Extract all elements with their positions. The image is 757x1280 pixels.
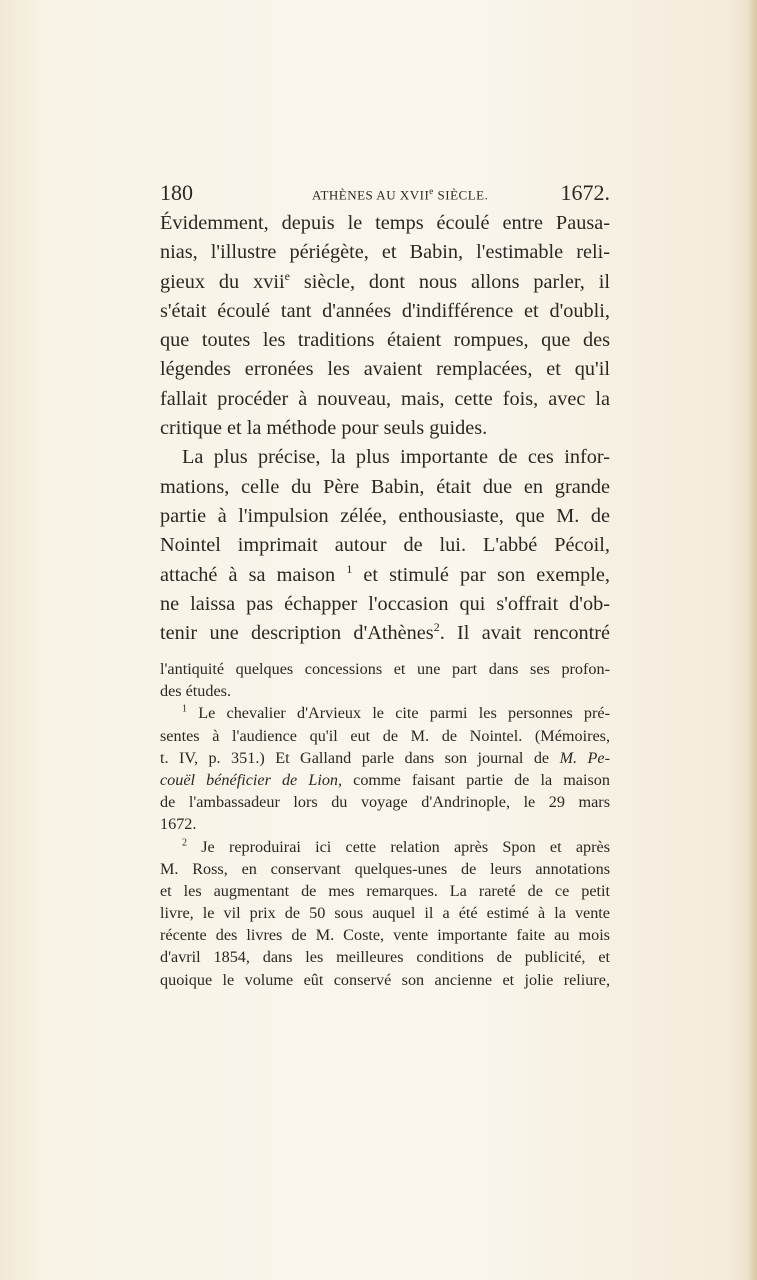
- footnote-line: des études.: [160, 682, 232, 701]
- body-line: tenir une description d'Athènes$^2$. Il avait rencontré: [160, 620, 610, 645]
- footnote-line: de l'ambassadeur lors du voyage d'Andrinople, le 29 mars: [160, 793, 610, 812]
- body-line: Nointel imprimait autour de lui. L'abbé Pécoil,: [160, 534, 610, 557]
- page-number: 180: [160, 180, 193, 205]
- body-line: La plus précise, la plus importante de ces infor-: [182, 446, 610, 469]
- body-line: s'était écoulé tant d'années d'indifférence et d'oubli,: [160, 299, 610, 322]
- page-edge: [749, 0, 757, 1280]
- footnote-line: l'antiquité quelques concessions et une part dans ses profon-: [160, 660, 610, 678]
- body-line: Évidemment, depuis le temps écoulé entre Pausa-: [160, 212, 610, 234]
- footnote-2: $^2$ Je reproduirai ici cette relation après Spon et après: [182, 837, 610, 856]
- footnote-line: M. Ross, en conservant quelques-unes de leurs annotations: [160, 859, 610, 878]
- body-line: critique et la méthode pour seuls guides.: [160, 417, 488, 440]
- footnote-line: sentes à l'audience qu'il eut de M. de Nointel. (Mémoires,: [160, 726, 610, 745]
- footnote-line: t. IV, p. 351.) Et Galland parle dans son journal de M. Pe-: [160, 748, 610, 767]
- footnotes: [160, 658, 610, 991]
- body-line: ne laissa pas échapper l'occasion qui s'offrait d'ob-: [160, 592, 610, 615]
- running-title: ATHÈNES AU XVIIe SIÈCLE.: [312, 186, 489, 203]
- footnote-line: d'avril 1854, dans les meilleures conditions de publicité, et: [160, 948, 610, 967]
- body-line: attaché à sa maison $^1$ et stimulé par son exemple,: [160, 561, 611, 586]
- header-year: 1672.: [560, 180, 610, 205]
- footnote-line: livre, le vil prix de 50 sous auquel il a été estimé à la vente: [160, 904, 610, 923]
- body-line: nias, l'illustre périégète, et Babin, l'estimable reli-: [160, 241, 610, 264]
- footnote-1: $^1$ Le chevalier d'Arvieux le cite parmi les personnes pré-: [182, 703, 610, 723]
- page-header: [160, 180, 610, 210]
- footnote-line: quoique le volume eût conservé son ancienne et jolie reliure,: [160, 970, 610, 989]
- body-line: légendes erronées les avaient remplacées, et qu'il: [160, 358, 610, 381]
- body-line: partie à l'impulsion zélée, enthousiaste, que M. de: [160, 504, 610, 527]
- body-line: mations, celle du Père Babin, était due en grande: [160, 475, 610, 498]
- body-line: fallait procéder à nouveau, mais, cette fois, avec la: [160, 387, 610, 410]
- footnote-line: 1672.: [160, 815, 197, 834]
- body-line: gieux du xvii$^e$ siècle, dont nous allons parler, il: [160, 268, 611, 293]
- body-line: que toutes les traditions étaient rompues, que des: [160, 329, 610, 352]
- footnote-line: et les augmentant de mes remarques. La rareté de ce petit: [160, 881, 610, 900]
- body-text: [160, 209, 610, 648]
- footnote-line: couël bénéficier de Lion, comme faisant partie de la maison: [160, 770, 610, 789]
- footnote-line: récente des livres de M. Coste, vente importante faite au mois: [160, 926, 610, 945]
